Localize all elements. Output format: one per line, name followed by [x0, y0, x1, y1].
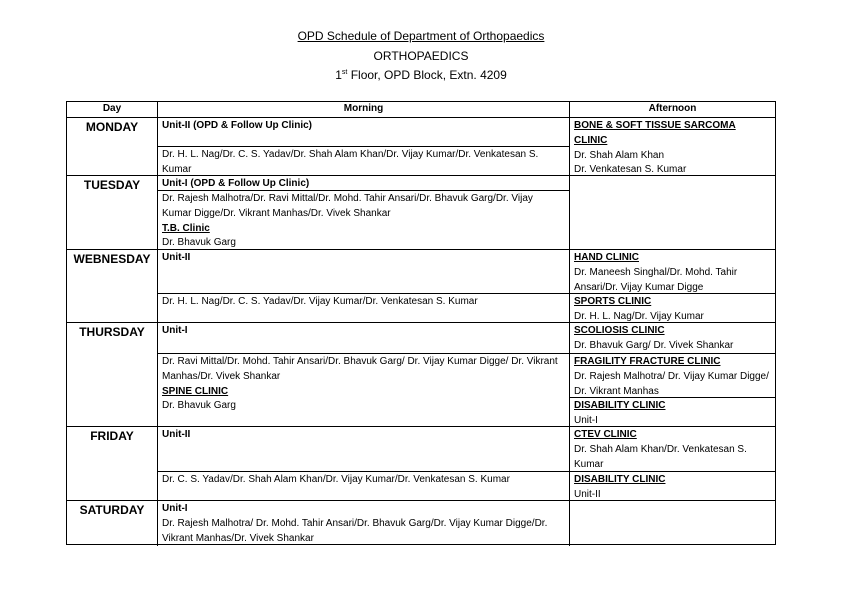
location-line	[0, 68, 842, 82]
friday-disability-unit: Unit-II	[574, 488, 601, 500]
thursday-afternoon	[570, 323, 775, 426]
day-saturday: SATURDAY	[67, 501, 158, 546]
monday-clinic-doctor-1: Dr. Shah Alam Khan	[574, 149, 665, 161]
friday-morning-doctors: Dr. C. S. Yadav/Dr. Shah Alam Khan/Dr. Vijay Kumar/Dr. Venkatesan S. Kumar	[158, 471, 569, 501]
day-tuesday: TUESDAY	[67, 176, 158, 249]
sports-clinic-title: SPORTS CLINIC	[574, 296, 652, 307]
wednesday-morning-unit: Unit-II	[162, 252, 191, 263]
table-header-row	[67, 102, 775, 117]
monday-afternoon	[570, 118, 775, 175]
scoliosis-clinic-doctors: Dr. Bhavuk Garg/ Dr. Vivek Shankar	[574, 339, 734, 351]
day-friday: FRIDAY	[67, 427, 158, 500]
hand-clinic-doctors: Dr. Maneesh Singhal/Dr. Mohd. Tahir Ansari/Dr. Vijay Kumar Digge	[574, 266, 738, 293]
day-monday: MONDAY	[67, 118, 158, 175]
friday-disability-title: DISABILITY CLINIC	[574, 474, 666, 485]
wednesday-sports-clinic	[570, 293, 775, 323]
thursday-fragility-clinic	[570, 353, 775, 397]
wednesday-morning	[158, 250, 570, 322]
thursday-disability-unit: Unit-I	[574, 414, 598, 426]
tuesday-morning-unit: Unit-I (OPD & Follow Up Clinic)	[162, 178, 310, 189]
thursday-scoliosis-clinic	[570, 323, 775, 353]
ctev-clinic-doctors: Dr. Shah Alam Khan/Dr. Venkatesan S. Kumar	[574, 443, 747, 470]
location-text: Floor, OPD Block, Extn. 4209	[347, 68, 507, 82]
tuesday-tb-clinic-doctor: Dr. Bhavuk Garg	[162, 237, 236, 249]
monday-morning	[158, 118, 570, 175]
fragility-clinic-title: FRAGILITY FRACTURE CLINIC	[574, 356, 721, 367]
page-title: OPD Schedule of Department of Orthopaedics	[297, 29, 545, 43]
monday-morning-doctors: Dr. H. L. Nag/Dr. C. S. Yadav/Dr. Shah Alam Khan/Dr. Vijay Kumar/Dr. Venkatesan S. Kumar	[158, 146, 569, 176]
row-wednesday	[67, 249, 775, 322]
row-monday	[67, 117, 775, 175]
fragility-clinic-doctors: Dr. Rajesh Malhotra/ Dr. Vijay Kumar Digge/ Dr. Vikrant Manhas	[574, 370, 769, 397]
tuesday-afternoon	[570, 176, 775, 249]
monday-morning-unit: Unit-II (OPD & Follow Up Clinic)	[162, 120, 312, 131]
saturday-morning-block	[158, 501, 569, 546]
day-thursday: THURSDAY	[67, 323, 158, 426]
floor-number: 1	[335, 68, 342, 82]
tuesday-morning-doctors: Dr. Rajesh Malhotra/Dr. Ravi Mittal/Dr. Mohd. Tahir Ansari/Dr. Bhavuk Garg/Dr. Vijay Kumar Digge/Dr. Vikrant Manhas/Dr. Vivek Shankar	[162, 193, 533, 219]
spine-clinic-title: SPINE CLINIC	[162, 385, 229, 397]
sports-clinic-doctors: Dr. H. L. Nag/Dr. Vijay Kumar	[574, 310, 704, 322]
floor-superscript: st	[341, 69, 348, 76]
thursday-disability-clinic	[570, 397, 775, 427]
monday-afternoon-clinic	[570, 118, 775, 178]
saturday-morning	[158, 501, 570, 546]
department-subtitle: ORTHOPAEDICS	[373, 49, 469, 63]
saturday-afternoon	[570, 501, 775, 546]
thursday-morning-block	[158, 353, 569, 427]
row-thursday	[67, 322, 775, 426]
spine-clinic-doctor: Dr. Bhavuk Garg	[162, 400, 236, 412]
friday-afternoon	[570, 427, 775, 500]
monday-clinic-title: BONE & SOFT TISSUE SARCOMA CLINIC	[574, 120, 736, 146]
wednesday-hand-clinic	[570, 250, 775, 293]
wednesday-morning-doctors: Dr. H. L. Nag/Dr. C. S. Yadav/Dr. Vijay Kumar/Dr. Venkatesan S. Kumar	[158, 293, 569, 323]
friday-morning	[158, 427, 570, 500]
row-friday	[67, 426, 775, 500]
monday-clinic-doctor-2: Dr. Venkatesan S. Kumar	[574, 164, 687, 176]
saturday-morning-doctors: Dr. Rajesh Malhotra/ Dr. Mohd. Tahir Ansari/Dr. Bhavuk Garg/Dr. Vijay Kumar Digge/Dr. Vikrant Manhas/Dr. Vivek Shankar	[162, 517, 548, 544]
header-afternoon: Afternoon	[648, 103, 697, 114]
friday-morning-unit: Unit-II	[162, 429, 191, 440]
row-tuesday	[67, 175, 775, 249]
day-wednesday: WEBNESDAY	[67, 250, 158, 322]
schedule-table	[66, 101, 776, 545]
tuesday-tb-clinic-title: T.B. Clinic	[162, 222, 210, 234]
hand-clinic-title: HAND CLINIC	[574, 252, 639, 263]
saturday-morning-unit: Unit-I	[162, 503, 188, 514]
row-saturday	[67, 500, 775, 546]
ctev-clinic-title: CTEV CLINIC	[574, 429, 637, 440]
scoliosis-clinic-title: SCOLIOSIS CLINIC	[574, 325, 665, 336]
header-day: Day	[67, 102, 158, 117]
friday-disability-clinic	[570, 471, 775, 501]
header-morning: Morning	[158, 102, 570, 117]
thursday-disability-title: DISABILITY CLINIC	[574, 400, 666, 411]
friday-ctev-clinic	[570, 427, 775, 471]
thursday-morning	[158, 323, 570, 426]
thursday-morning-doctors: Dr. Ravi Mittal/Dr. Mohd. Tahir Ansari/Dr. Bhavuk Garg/ Dr. Vijay Kumar Digge/ Dr. Vikrant Manhas/Dr. Vivek Shankar	[162, 356, 558, 382]
wednesday-afternoon	[570, 250, 775, 322]
tuesday-morning-block	[158, 190, 569, 250]
thursday-morning-unit: Unit-I	[162, 325, 188, 336]
tuesday-morning	[158, 176, 570, 249]
